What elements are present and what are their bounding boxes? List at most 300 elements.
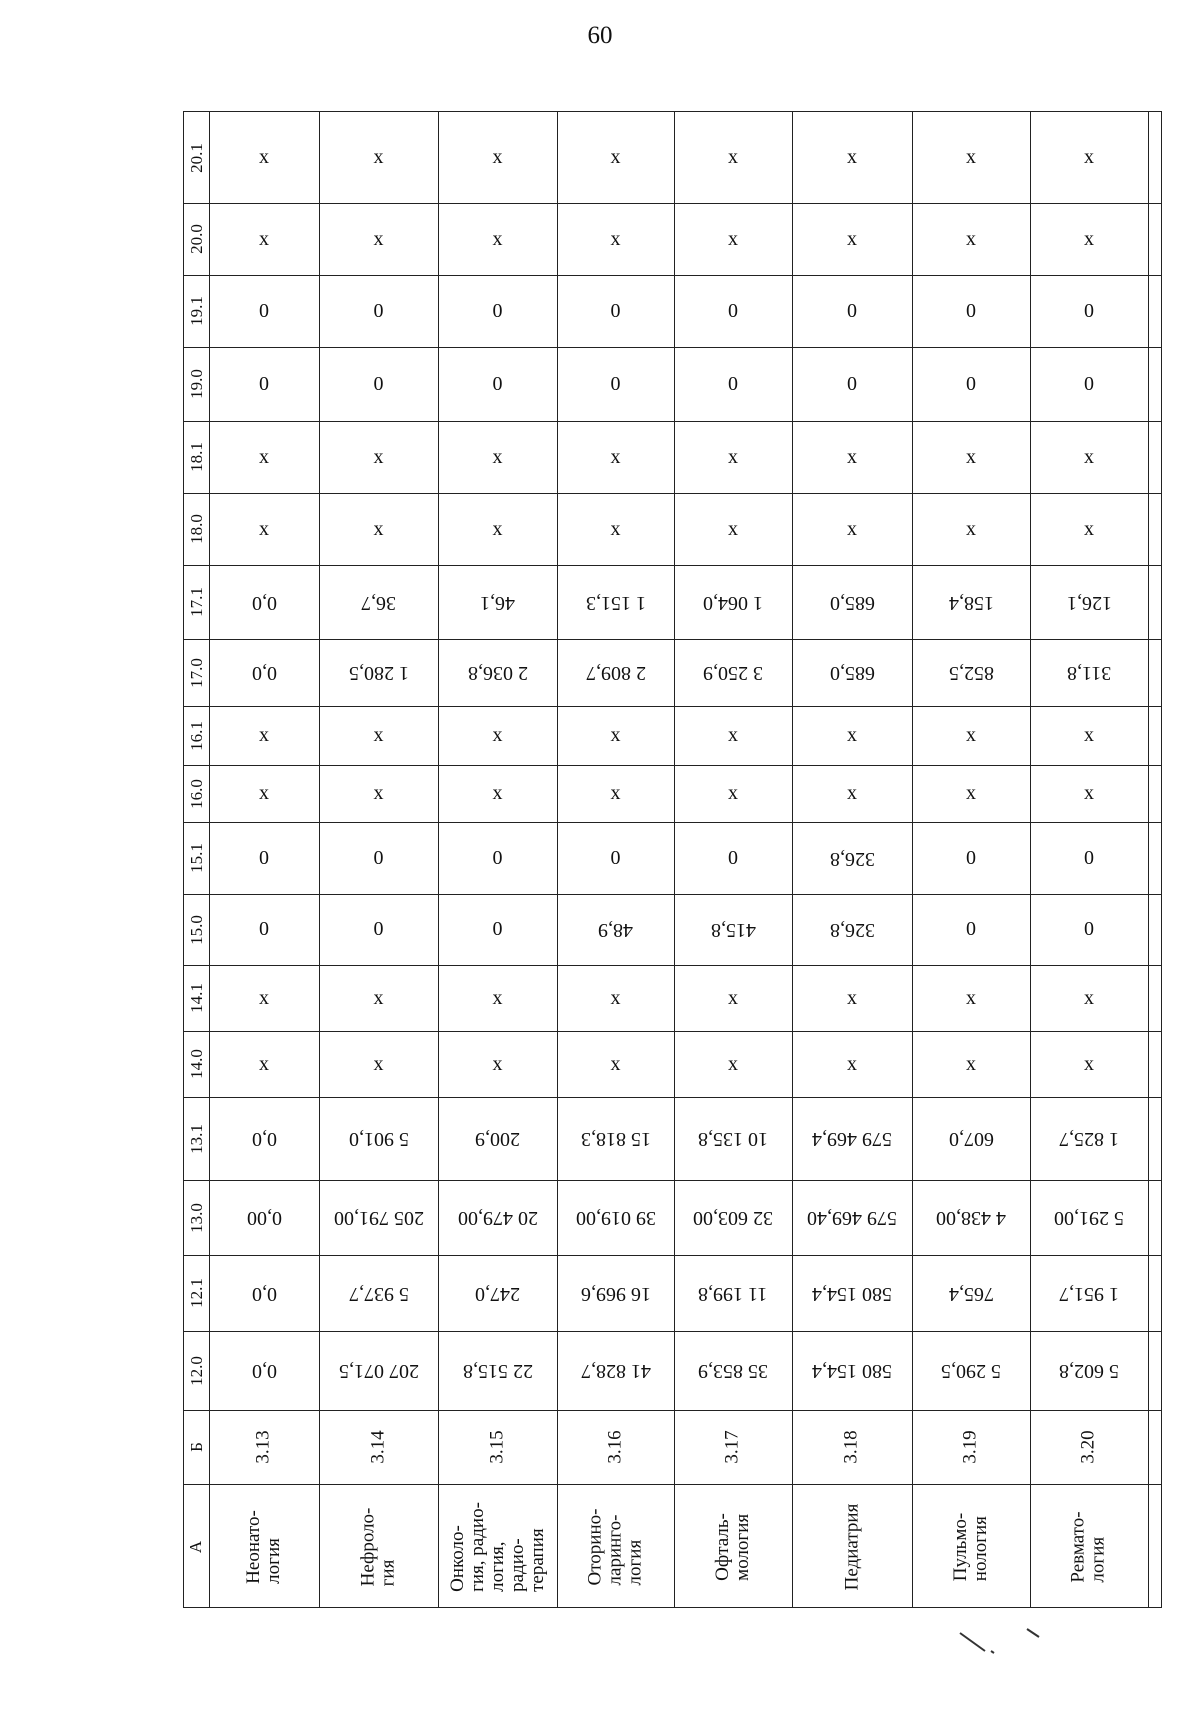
table-cell xyxy=(912,112,1030,203)
row-code xyxy=(674,1410,792,1484)
table-cell-text: 0 xyxy=(1084,299,1094,322)
table-cell xyxy=(209,565,319,639)
table-cell-text: x xyxy=(847,517,857,540)
column-header xyxy=(184,965,209,1031)
table-cell xyxy=(912,706,1030,765)
table-cell-text: 126,1 xyxy=(1066,591,1112,614)
column-header-text: 16.1 xyxy=(186,720,206,751)
table-cell xyxy=(557,493,674,565)
table-cell xyxy=(319,822,438,894)
table-cell-text: x xyxy=(847,146,857,168)
table-cell xyxy=(319,1255,438,1331)
table-cell-text: x xyxy=(259,724,269,746)
table-cell-text: 5 290,5 xyxy=(941,1360,1001,1382)
table-cell-text: 685,0 xyxy=(829,662,875,684)
table-cell xyxy=(438,347,557,421)
table-cell xyxy=(209,822,319,894)
table-cell xyxy=(319,493,438,565)
table-cell xyxy=(912,275,1030,347)
table-cell-text: x xyxy=(966,724,976,746)
row-code xyxy=(557,1410,674,1484)
column-header-text: 20.1 xyxy=(186,142,206,173)
table-cell xyxy=(438,275,557,347)
table-cell xyxy=(319,1180,438,1255)
row-code-text: 3.18 xyxy=(841,1430,862,1464)
table-cell-text: 0 xyxy=(373,372,384,395)
table-cell xyxy=(1030,203,1148,275)
table-cell xyxy=(438,112,557,203)
table-cell xyxy=(792,822,912,894)
table-cell-text: 39 019,00 xyxy=(575,1207,656,1229)
table-cell xyxy=(438,565,557,639)
table-cell xyxy=(792,965,912,1031)
table-cell xyxy=(792,894,912,965)
row-name-text: Пульмо- нология xyxy=(949,1512,991,1581)
table-cell xyxy=(438,1331,557,1410)
row-code-text: 3.17 xyxy=(722,1430,743,1464)
table-cell xyxy=(1030,493,1148,565)
table-cell xyxy=(438,1031,557,1097)
row-name xyxy=(438,1484,557,1609)
row-name xyxy=(792,1484,912,1609)
table-cell xyxy=(438,965,557,1031)
table-cell-text: 0 xyxy=(847,372,857,395)
table-cell xyxy=(1030,639,1148,706)
table-cell-text: 607,0 xyxy=(948,1128,994,1150)
table-cell xyxy=(209,965,319,1031)
table-cell xyxy=(1030,965,1148,1031)
column-header xyxy=(184,639,209,706)
table-cell-text: x xyxy=(966,1052,976,1075)
table-cell xyxy=(912,1255,1030,1331)
table-cell xyxy=(557,275,674,347)
table-cell xyxy=(912,639,1030,706)
table-cell-text: 0 xyxy=(259,372,269,395)
table-cell-text: x xyxy=(1084,227,1094,250)
column-header-text: 15.1 xyxy=(186,843,206,873)
table-cell xyxy=(674,822,792,894)
table-cell xyxy=(209,706,319,765)
row-name xyxy=(209,1484,319,1609)
table-cell xyxy=(319,1031,438,1097)
table-cell-text: 0,0 xyxy=(251,1360,277,1382)
table-cell xyxy=(209,347,319,421)
table-cell xyxy=(792,1331,912,1410)
table-cell-text: x xyxy=(259,227,269,250)
table-cell-text: 2 036,8 xyxy=(467,662,528,684)
table-cell xyxy=(912,493,1030,565)
table-cell-text: x xyxy=(1084,782,1094,804)
table-cell xyxy=(1030,1331,1148,1410)
column-header-text: 13.1 xyxy=(186,1123,206,1154)
column-header-text: 17.1 xyxy=(186,587,206,617)
table-cell xyxy=(792,706,912,765)
table-cell-text: x xyxy=(1084,724,1094,746)
table-cell xyxy=(792,493,912,565)
table-cell-text: x xyxy=(492,445,503,468)
column-header-b xyxy=(184,1410,209,1484)
table-cell xyxy=(912,1097,1030,1180)
table-cell-text: x xyxy=(259,146,269,168)
row-code xyxy=(912,1410,1030,1484)
table-cell-text: x xyxy=(728,782,738,804)
table-cell xyxy=(438,1180,557,1255)
table-cell-text: 0 xyxy=(966,299,976,322)
table-cell-text: 1 825,7 xyxy=(1059,1128,1119,1150)
table-cell xyxy=(319,894,438,965)
table-cell-text: x xyxy=(1084,1052,1094,1075)
table-cell xyxy=(319,965,438,1031)
column-header-text: 16.0 xyxy=(186,778,206,809)
table-cell xyxy=(1030,1031,1148,1097)
column-header xyxy=(184,894,209,965)
row-name xyxy=(319,1484,438,1609)
table-cell-text: 2 809,7 xyxy=(585,662,646,684)
table-cell-text: 0,0 xyxy=(251,591,277,614)
row-name-text: Педиатрия xyxy=(841,1503,862,1590)
table-cell xyxy=(319,706,438,765)
table-cell xyxy=(674,421,792,493)
table-cell xyxy=(557,706,674,765)
table-cell-text: x xyxy=(373,517,384,540)
table-cell-text: 0 xyxy=(373,846,384,869)
table-cell xyxy=(557,1097,674,1180)
table-cell xyxy=(912,203,1030,275)
column-header xyxy=(184,706,209,765)
column-header-a xyxy=(184,1484,209,1609)
table-cell xyxy=(438,493,557,565)
row-name-text: Офталь- мология xyxy=(712,1512,753,1581)
table-cell-text: 4 438,00 xyxy=(936,1207,1006,1229)
table-cell xyxy=(209,275,319,347)
grid-column-line xyxy=(1148,112,1149,1607)
column-header-text: 20.0 xyxy=(186,224,206,254)
table-cell-text: x xyxy=(492,986,503,1009)
row-code xyxy=(319,1410,438,1484)
table-cell xyxy=(319,565,438,639)
table-cell xyxy=(557,565,674,639)
table-cell xyxy=(209,639,319,706)
column-header-text: 19.1 xyxy=(186,296,206,326)
table-cell xyxy=(319,1331,438,1410)
table-cell-text: x xyxy=(1084,445,1094,468)
table-cell xyxy=(557,965,674,1031)
column-header xyxy=(184,1180,209,1255)
table-cell-text: x xyxy=(966,517,976,540)
table-cell-text: 11 199,8 xyxy=(698,1282,768,1305)
table-cell xyxy=(1030,1255,1148,1331)
table-cell-text: x xyxy=(492,782,503,804)
table-cell-text: x xyxy=(728,517,738,540)
table-cell xyxy=(674,1331,792,1410)
table-cell-text: 20 479,00 xyxy=(457,1207,538,1229)
table-cell xyxy=(209,203,319,275)
table-cell xyxy=(792,639,912,706)
table-cell xyxy=(319,1097,438,1180)
row-name-text: Оторино- ларинго- логия xyxy=(584,1508,646,1585)
table-cell-text: 0 xyxy=(610,299,621,322)
column-header xyxy=(184,822,209,894)
table-cell-text: 0 xyxy=(373,299,384,322)
table-cell xyxy=(792,112,912,203)
table-cell-text: x xyxy=(373,986,384,1009)
table-cell-text: 247,0 xyxy=(475,1282,520,1305)
table-cell xyxy=(1030,421,1148,493)
table-cell-text: x xyxy=(1084,146,1094,168)
table-cell xyxy=(438,1255,557,1331)
table-cell-text: x xyxy=(610,227,621,250)
table-cell-text: 0 xyxy=(259,846,269,869)
table-cell xyxy=(557,822,674,894)
table-cell-text: x xyxy=(492,517,503,540)
table-cell xyxy=(912,421,1030,493)
table-cell-text: x xyxy=(373,445,384,468)
table-cell-text: 5 901,0 xyxy=(348,1128,409,1150)
table-cell-text: 46,1 xyxy=(480,591,515,614)
table-cell-text: 0 xyxy=(373,918,384,940)
table-cell xyxy=(1030,894,1148,965)
table-cell-text: x xyxy=(373,1052,384,1075)
row-code-text: 3.14 xyxy=(367,1430,389,1464)
column-header xyxy=(184,1255,209,1331)
page-number: 60 xyxy=(587,22,613,49)
table-cell xyxy=(438,822,557,894)
table-cell xyxy=(912,765,1030,822)
table-cell xyxy=(674,347,792,421)
table-cell xyxy=(674,1255,792,1331)
table-cell-text: 0 xyxy=(728,372,738,395)
table-cell-text: 32 603,00 xyxy=(693,1207,773,1229)
table-cell-text: x xyxy=(847,782,857,804)
table-cell-text: x xyxy=(728,1052,738,1075)
column-header xyxy=(184,1331,209,1410)
table-cell-text: 205 791,00 xyxy=(333,1207,424,1229)
table-cell-text: 16 969,6 xyxy=(580,1282,651,1305)
table-cell-text: 0 xyxy=(492,299,503,322)
table-cell xyxy=(912,1331,1030,1410)
table-cell xyxy=(319,347,438,421)
table-cell-text: 0 xyxy=(1084,846,1094,869)
table-cell-text: 1 064,0 xyxy=(703,591,763,614)
row-name xyxy=(557,1484,674,1609)
table-cell-text: x xyxy=(966,227,976,250)
table-cell xyxy=(438,1097,557,1180)
table-cell xyxy=(792,203,912,275)
table-cell-text: 15 818,3 xyxy=(580,1128,651,1150)
table-cell xyxy=(792,421,912,493)
table-cell xyxy=(912,822,1030,894)
table-cell xyxy=(674,112,792,203)
table-cell xyxy=(438,706,557,765)
row-code-text: 3.15 xyxy=(486,1430,508,1464)
table-cell-text: 311,8 xyxy=(1066,662,1112,684)
table-cell-text: 22 515,8 xyxy=(462,1360,533,1382)
column-header xyxy=(184,203,209,275)
table-cell xyxy=(209,1255,319,1331)
table-cell-text: 48,9 xyxy=(598,919,633,941)
table-cell xyxy=(1030,347,1148,421)
table-cell xyxy=(1030,275,1148,347)
table-cell xyxy=(319,275,438,347)
table-cell-text: x xyxy=(1084,517,1094,540)
table-cell-text: 0 xyxy=(492,372,503,395)
table-cell-text: x xyxy=(847,724,857,746)
table-cell-text: x xyxy=(373,782,384,804)
table-cell xyxy=(674,1031,792,1097)
table-cell xyxy=(557,765,674,822)
table-cell-text: 0,0 xyxy=(251,662,277,684)
table-cell xyxy=(912,965,1030,1031)
table-cell xyxy=(319,203,438,275)
table-cell-text: 3 250,9 xyxy=(703,662,763,684)
table-cell xyxy=(1030,706,1148,765)
table-cell-text: 0 xyxy=(492,846,503,869)
table-cell-text: x xyxy=(259,1052,269,1075)
row-code-text: 3.20 xyxy=(1078,1430,1099,1464)
table-cell-text: 36,7 xyxy=(361,591,396,614)
column-header-text: 15.0 xyxy=(186,914,206,945)
row-name-text: Неонато- логия xyxy=(243,1509,284,1584)
table-cell-text: 207 071,5 xyxy=(338,1360,419,1382)
column-header-text: 17.0 xyxy=(186,657,206,688)
table-cell-text: 5 937,7 xyxy=(348,1282,409,1305)
table-cell xyxy=(1030,1097,1148,1180)
data-table xyxy=(183,111,1162,1608)
table-cell-text: 326,8 xyxy=(829,919,875,941)
table-cell xyxy=(674,965,792,1031)
table-cell-text: 0 xyxy=(610,372,621,395)
table-cell xyxy=(674,639,792,706)
column-header-a-text: А xyxy=(186,1540,206,1553)
table-cell-text: 0 xyxy=(728,846,738,869)
column-header-text: 19.0 xyxy=(186,369,206,399)
table-cell-text: x xyxy=(610,445,621,468)
table-cell-text: 0 xyxy=(966,846,976,869)
table-cell-text: 0 xyxy=(847,299,857,322)
table-cell xyxy=(674,565,792,639)
table-cell-text: x xyxy=(847,445,857,468)
column-header xyxy=(184,765,209,822)
table-cell-text: x xyxy=(492,227,503,250)
table-cell xyxy=(557,1031,674,1097)
table-cell xyxy=(209,112,319,203)
table-cell-text: 1 951,7 xyxy=(1059,1282,1119,1305)
table-cell-text: 35 853,9 xyxy=(698,1360,768,1382)
table-cell-text: x xyxy=(847,1052,857,1075)
row-code xyxy=(1030,1410,1148,1484)
table-cell-text: 0 xyxy=(966,372,976,395)
row-code-text: 3.13 xyxy=(253,1430,274,1464)
table-cell xyxy=(1030,565,1148,639)
table-cell-text: x xyxy=(373,724,384,746)
row-name-text: Онколо- гия, радио- логия, радио- терапия xyxy=(446,1501,548,1592)
table-cell-text: 0,0 xyxy=(251,1282,277,1305)
table-cell-text: x xyxy=(966,782,976,804)
table-cell xyxy=(557,421,674,493)
pen-mark xyxy=(955,1625,1045,1660)
column-header-text: 12.0 xyxy=(186,1355,206,1386)
table-cell-text: x xyxy=(728,445,738,468)
table-cell xyxy=(674,765,792,822)
row-name xyxy=(674,1484,792,1609)
table-cell xyxy=(557,1180,674,1255)
table-cell-text: 0 xyxy=(728,299,738,322)
table-cell xyxy=(792,1031,912,1097)
row-name-text: Ревмато- логия xyxy=(1068,1510,1109,1583)
table-cell-text: x xyxy=(492,724,503,746)
table-cell-text: x xyxy=(847,227,857,250)
table-cell-text: x xyxy=(492,146,503,168)
table-cell xyxy=(209,421,319,493)
table-cell xyxy=(912,1180,1030,1255)
table-cell xyxy=(557,1331,674,1410)
table-cell-text: 0 xyxy=(1084,372,1094,395)
column-header-text: 14.0 xyxy=(186,1049,206,1079)
table-cell xyxy=(674,1180,792,1255)
table-cell xyxy=(792,1180,912,1255)
table-cell xyxy=(319,112,438,203)
table-cell xyxy=(674,493,792,565)
column-header xyxy=(184,1031,209,1097)
table-cell xyxy=(319,765,438,822)
table-cell xyxy=(438,894,557,965)
table-cell-text: x xyxy=(847,986,857,1009)
row-code xyxy=(209,1410,319,1484)
table-cell xyxy=(438,765,557,822)
table-cell-text: 5 602,8 xyxy=(1059,1360,1119,1382)
row-code xyxy=(792,1410,912,1484)
row-code xyxy=(438,1410,557,1484)
table-cell-text: 852,5 xyxy=(948,662,994,684)
table-cell-text: 0 xyxy=(966,918,976,940)
table-cell xyxy=(674,1097,792,1180)
table-cell xyxy=(557,639,674,706)
table-cell-text: x xyxy=(610,986,621,1009)
table-cell-text: 5 291,00 xyxy=(1054,1207,1124,1229)
column-header-b-text: Б xyxy=(186,1442,206,1452)
table-cell xyxy=(209,1331,319,1410)
column-header-text: 18.1 xyxy=(186,442,206,472)
table-cell-text: x xyxy=(373,227,384,250)
row-name xyxy=(1030,1484,1148,1609)
table-cell-text: x xyxy=(610,517,621,540)
table-cell-text: x xyxy=(1084,986,1094,1009)
table-cell-text: 10 135,8 xyxy=(698,1128,768,1150)
table-cell-text: 580 154,4 xyxy=(812,1282,892,1305)
table-cell-text: 1 280,5 xyxy=(348,662,409,684)
table-cell-text: x xyxy=(610,1052,621,1075)
table-cell xyxy=(209,1031,319,1097)
row-name-text: Нефроло- гия xyxy=(357,1507,399,1586)
table-cell-text: x xyxy=(728,986,738,1009)
table-cell-text: x xyxy=(966,445,976,468)
column-header xyxy=(184,275,209,347)
table-cell-text: x xyxy=(259,445,269,468)
table-cell-text: 685,0 xyxy=(829,591,875,614)
table-cell xyxy=(438,639,557,706)
table-cell-text: 415,8 xyxy=(710,919,756,941)
table-cell-text: x xyxy=(966,146,976,168)
table-cell-text: x xyxy=(966,986,976,1009)
table-cell-text: x xyxy=(610,782,621,804)
table-cell xyxy=(792,1097,912,1180)
table-cell-text: x xyxy=(728,146,738,168)
table-cell xyxy=(557,112,674,203)
table-cell xyxy=(557,1255,674,1331)
table-cell-text: 0 xyxy=(610,846,621,869)
column-header xyxy=(184,493,209,565)
table-cell-text: x xyxy=(728,724,738,746)
